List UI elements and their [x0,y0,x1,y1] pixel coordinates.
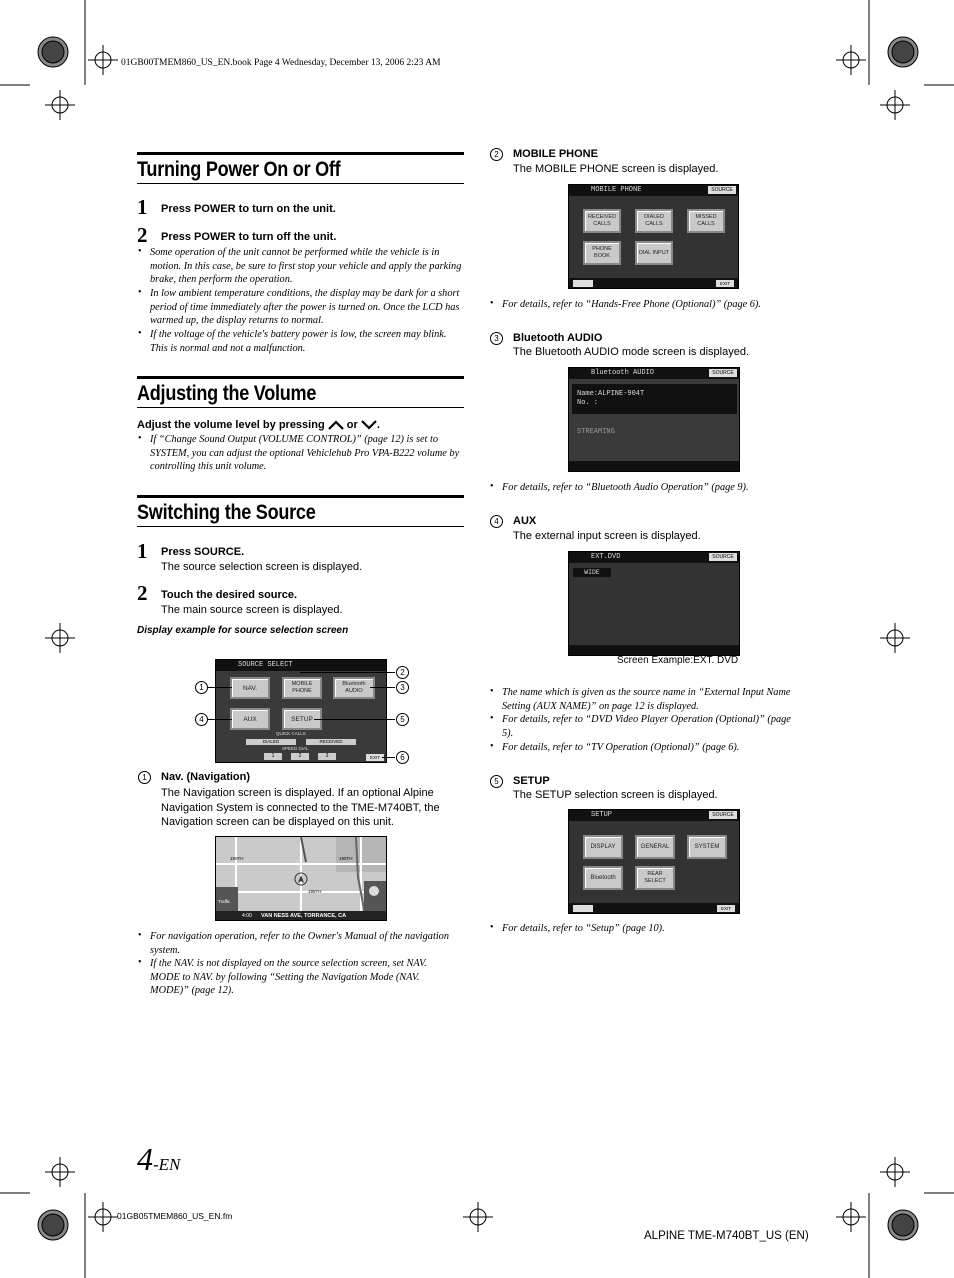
callout-1: 1 [195,681,208,694]
crosshair-icon [88,45,118,75]
traffic-label: Traffic [218,899,231,904]
section-title-volume: Adjusting the Volume [137,376,464,408]
setup-screenshot [568,809,740,914]
footer-model: ALPINE TME-M740BT_US (EN) [644,1230,809,1242]
bullet: • [490,741,494,752]
street-label: 190TH [230,856,244,861]
bluetooth-button: Bluetooth [583,866,623,890]
item-desc: The Bluetooth AUDIO mode screen is displayed. [513,346,750,358]
back-icon [573,905,593,912]
step-text: Press SOURCE. [161,546,245,558]
rear-select-button: REAR SELECT [635,866,675,890]
screen-title: Bluetooth AUDIO [569,368,739,379]
bullet: • [490,481,494,492]
step-text: Press POWER to turn on the unit. [161,203,336,215]
phone-book-button: PHONE BOOK [583,241,621,265]
screen-bottom-bar [569,903,739,913]
item-number: 3 [490,332,503,345]
corner-target-icon [38,1210,68,1240]
nav-button: NAV. [230,677,270,699]
dialed-button: DIALED [246,739,296,745]
bullet: • [138,930,142,941]
item-number: 4 [490,515,503,528]
general-button: GENERAL [635,835,675,859]
callout-line [208,719,232,720]
received-calls-button: RECEIVED CALLS [583,209,621,233]
file-info-header: 01GB00TMEM860_US_EN.book Page 4 Wednesday, December 13, 2006 2:23 AM [121,58,441,68]
page-number-digit: 4 [137,1141,153,1177]
crosshair-icon [836,45,866,75]
bullet: • [490,686,494,697]
aux-button: AUX [230,708,270,730]
screen-title: SETUP [569,810,739,821]
crosshair-icon [836,1202,866,1232]
street-label: 190TH [339,856,353,861]
note-text: If the voltage of the vehicle's battery power is low, the screen may blink. This is normal and not a malfunction. [150,329,447,354]
item-desc: The SETUP selection screen is displayed. [513,789,718,801]
wide-label: WIDE [573,568,611,577]
device-name: Name:ALPINE-904T [577,390,645,398]
callout-6: 6 [396,751,409,764]
note-text: For details, refer to “Bluetooth Audio Operation” (page 9). [502,482,749,493]
bullet: • [490,713,494,724]
received-button: RECEIVED [306,739,356,745]
source-select-screenshot [215,659,387,763]
screen-caption: Screen Example:EXT. DVD [617,655,739,666]
missed-calls-button: MISSED CALLS [687,209,725,233]
step-text: Touch the desired source. [161,589,298,601]
note-text: The name which is given as the source name in “External Input Name Setting (AUX NAME)” on page 12 is displayed. [502,687,791,712]
callout-5: 5 [396,713,409,726]
source-button: SOURCE [709,553,737,561]
transport-bar [569,461,739,471]
step-text: Press POWER to turn off the unit. [161,231,337,243]
crosshair-icon [45,90,75,120]
exit-button: EXIT [717,905,735,912]
item-title: Nav. (Navigation) [161,771,251,783]
callout-line [300,672,395,673]
note-text: If the NAV. is not displayed on the source selection screen, set NAV. MODE to NAV. by following “Setting the Navigation Mode (NAV. MODE)” (page 12). [150,958,427,997]
note-text: For details, refer to “Hands-Free Phone (Optional)” (page 6). [502,299,761,310]
item-number: 5 [490,775,503,788]
bullet: • [490,298,494,309]
source-button: SOURCE [708,186,736,194]
volume-instruction: Adjust the volume level by pressing or . [137,419,380,431]
speed-dial-3: 3 [318,753,336,760]
item-title: Bluetooth AUDIO [513,332,603,344]
callout-3: 3 [396,681,409,694]
note-text: For details, refer to “TV Operation (Optional)” (page 6). [502,742,740,753]
display-button: DISPLAY [583,835,623,859]
crosshair-icon [45,1157,75,1187]
item-desc: The Navigation screen is displayed. If an optional Alpine Navigation System is connected to the TME-M740BT, the Navigation screen can be displayed on this unit. [161,787,440,828]
exit-button: EXIT [366,754,384,761]
crosshair-icon [880,623,910,653]
callout-line [314,719,395,720]
example-caption: Display example for source selection screen [137,625,349,636]
page-number-suffix: -EN [153,1155,181,1174]
bluetooth-audio-screenshot [568,367,740,472]
section-title-power: Turning Power On or Off [137,152,464,184]
item-title: SETUP [513,775,550,787]
note-text: If “Change Sound Output (VOLUME CONTROL)” (page 12) is set to SYSTEM, you can adjust the optional Vehiclehub Pro VPA-B222 volume by controlling this unit volume. [150,434,460,473]
streaming-status: STREAMING [577,428,615,436]
mobile-phone-screenshot [568,184,739,289]
note-text: For details, refer to “DVD Video Player Operation (Optional)” (page 5). [502,714,791,739]
bullet: • [138,328,142,339]
page-number [137,1141,180,1178]
exit-button: EXIT [716,280,734,287]
screen-title: MOBILE PHONE [569,185,738,196]
street-label: 195TH [308,889,322,894]
dial-input-button: DIAL INPUT [635,241,673,265]
crosshair-icon [45,623,75,653]
note-text: For details, refer to “Setup” (page 10). [502,923,665,934]
step-number: 1 [137,195,148,219]
callout-2: 2 [396,666,409,679]
step-desc: The source selection screen is displayed. [161,561,363,573]
track-no: No. : [577,399,599,407]
corner-target-icon [888,1210,918,1240]
corner-target-icon [888,37,918,67]
ext-dvd-screenshot [568,551,740,656]
crosshair-icon [88,1202,118,1232]
dialed-calls-button: DIALED CALLS [635,209,673,233]
item-number: 1 [138,771,151,784]
crosshair-icon [463,1202,493,1232]
item-desc: The external input screen is displayed. [513,530,701,542]
callout-line [208,687,232,688]
bullet: • [138,957,142,968]
step-number: 1 [137,539,148,563]
bullet: • [138,433,142,444]
step-number: 2 [137,223,148,247]
crosshair-icon [880,90,910,120]
crosshair-icon [880,1157,910,1187]
transport-bar [569,645,739,655]
system-button: SYSTEM [687,835,727,859]
item-title: MOBILE PHONE [513,148,598,160]
setup-button: SETUP [282,708,322,730]
source-button: SOURCE [709,369,737,377]
screen-title: SOURCE SELECT [216,660,386,671]
item-title: AUX [513,515,537,527]
mobile-phone-button: MOBILE PHONE [282,677,322,699]
corner-target-icon [38,37,68,67]
note-text: For navigation operation, refer to the Owner's Manual of the navigation system. [150,931,449,956]
callout-4: 4 [195,713,208,726]
step-number: 2 [137,581,148,605]
callout-line [370,687,395,688]
item-desc: The MOBILE PHONE screen is displayed. [513,163,719,175]
source-button: SOURCE [709,811,737,819]
time-label: 4:00 [242,913,252,919]
screen-bottom-bar [569,278,738,288]
section-title-source: Switching the Source [137,495,464,527]
note-text: In low ambient temperature conditions, the display may be dark for a short period of time immediately after the power is turned on. Once the LCD has warmed up, the display returns to normal. [150,288,460,327]
footer-file: 01GB05TMEM860_US_EN.fm [117,1211,233,1221]
navigation-map-screenshot [215,836,387,921]
bullet: • [490,922,494,933]
quick-calls-label: QUICK CALLS [276,731,306,736]
address-label: VAN NESS AVE, TORRANCE, CA [261,913,347,919]
item-number: 2 [490,148,503,161]
speed-dial-1: 1 [264,753,282,760]
bullet: • [138,246,142,257]
step-desc: The main source screen is displayed. [161,604,343,616]
speed-dial-label: SPEED DIAL [282,746,309,751]
bullet: • [138,287,142,298]
screen-title: EXT.DVD [569,552,739,563]
bluetooth-audio-button: Bluetooth AUDIO [333,677,375,699]
speed-dial-2: 2 [291,753,309,760]
down-arrow-icon [361,420,377,430]
back-icon [573,280,593,287]
callout-line [382,757,395,758]
note-text: Some operation of the unit cannot be performed while the vehicle is in motion. In this case, be sure to first stop your vehicle and apply the parking brake, then perform the operation. [150,247,462,286]
up-arrow-icon [328,420,344,430]
